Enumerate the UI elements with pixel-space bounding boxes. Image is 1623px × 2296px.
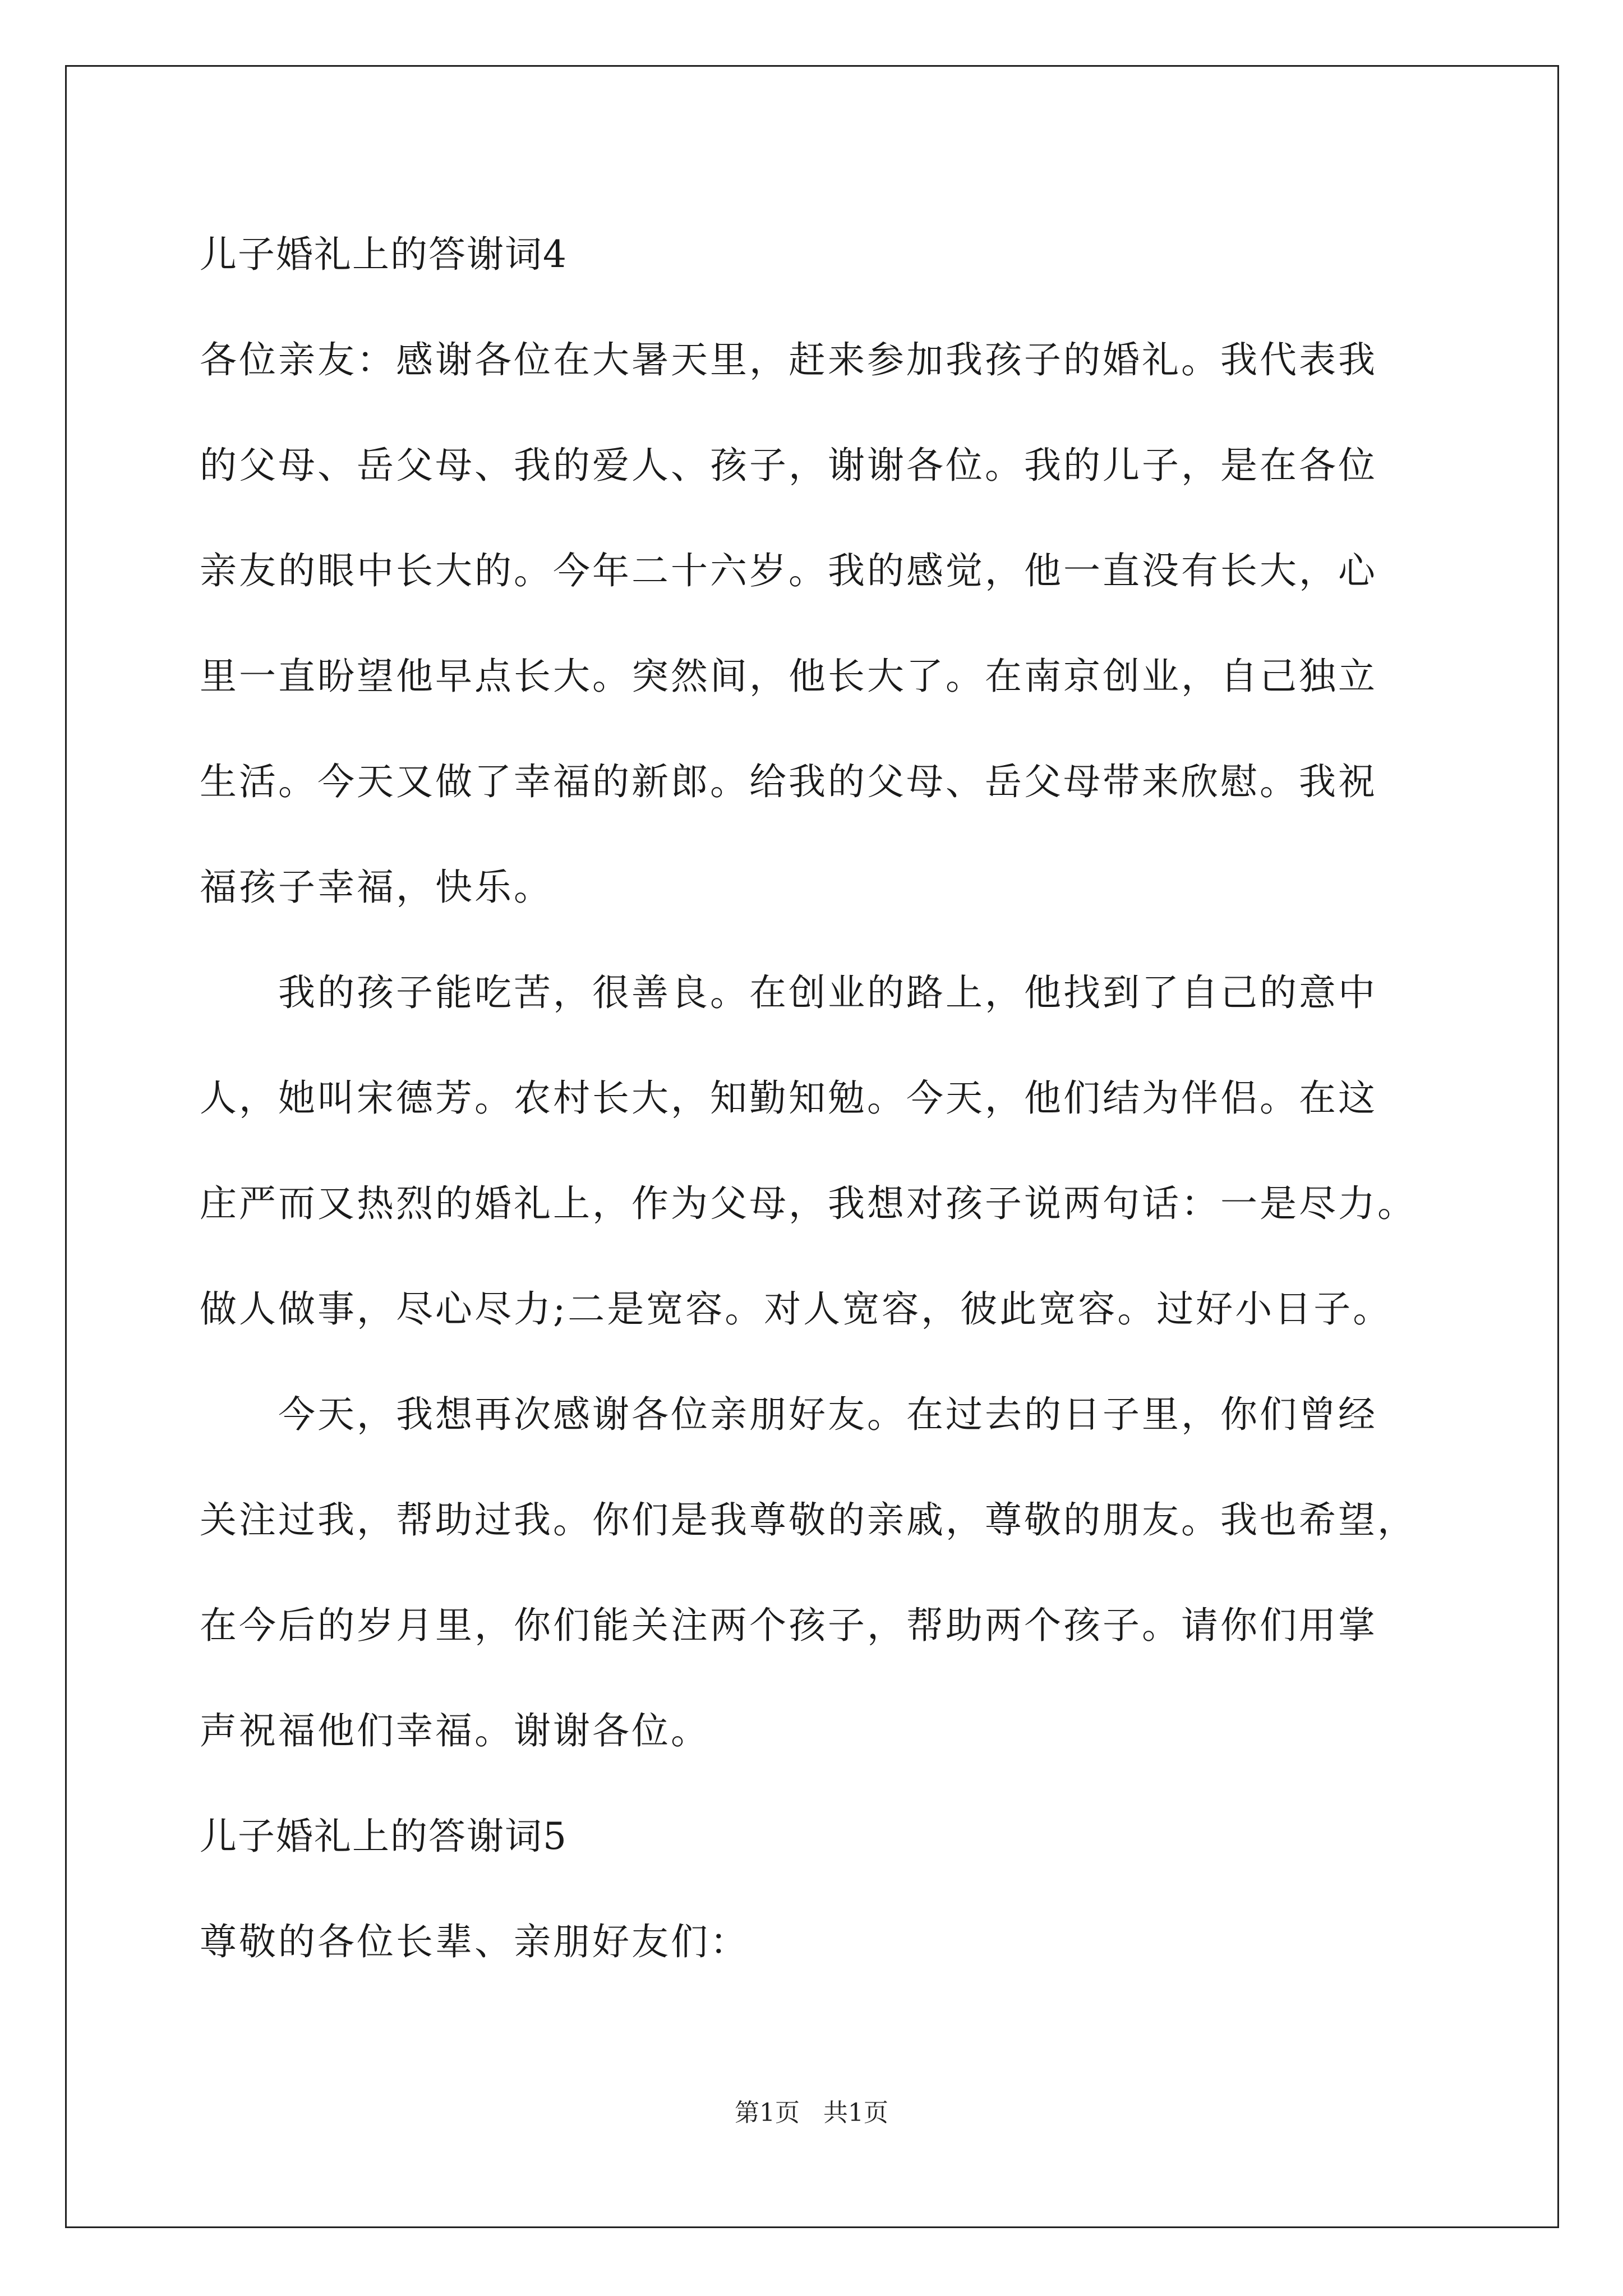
text-line: 亲友的眼中长大的。今年二十六岁。我的感觉，他一直没有长大，心 bbox=[200, 549, 1377, 592]
text-line: 的父母、岳父母、我的爱人、孩子，谢谢各位。我的儿子，是在各位 bbox=[200, 444, 1377, 487]
page-footer bbox=[0, 2092, 1623, 2128]
text-line: 我的孩子能吃苦，很善良。在创业的路上，他找到了自己的意中 bbox=[278, 971, 1377, 1014]
text-line: 庄严而又热烈的婚礼上，作为父母，我想对孩子说两句话：一是尽力。 bbox=[200, 1182, 1417, 1225]
paragraph bbox=[200, 307, 1433, 940]
greeting-line: 尊敬的各位长辈、亲朋好友们： bbox=[200, 1920, 749, 1963]
page-number: 第1页 bbox=[735, 2099, 800, 2127]
paragraph bbox=[200, 1362, 1433, 1784]
text-line: 福孩子幸福，快乐。 bbox=[200, 866, 553, 909]
text-line: 生活。今天又做了幸福的新郎。给我的父母、岳父母带来欣慰。我祝 bbox=[200, 760, 1377, 803]
text-line: 人，她叫宋德芳。农村长大，知勤知勉。今天，他们结为伴侣。在这 bbox=[200, 1076, 1377, 1120]
text-line: 声祝福他们幸福。谢谢各位。 bbox=[200, 1709, 710, 1752]
text-line: 里一直盼望他早点长大。突然间，他长大了。在南京创业，自己独立 bbox=[200, 655, 1377, 698]
text-line: 各位亲友：感谢各位在大暑天里，赶来参加我孩子的婚礼。我代表我 bbox=[200, 338, 1377, 381]
section-heading: 儿子婚礼上的答谢词4 bbox=[200, 233, 568, 276]
page-total: 共1页 bbox=[823, 2099, 888, 2127]
document-body bbox=[200, 202, 1433, 1995]
text-line: 在今后的岁月里，你们能关注两个孩子，帮助两个孩子。请你们用掌 bbox=[200, 1604, 1377, 1647]
text-line: 做人做事，尽心尽力;二是宽容。对人宽容，彼此宽容。过好小日子。 bbox=[200, 1287, 1393, 1331]
text-line: 关注过我，帮助过我。你们是我尊敬的亲戚，尊敬的朋友。我也希望， bbox=[200, 1498, 1417, 1542]
text-line: 今天，我想再次感谢各位亲朋好友。在过去的日子里，你们曾经 bbox=[278, 1393, 1377, 1436]
section-heading: 儿子婚礼上的答谢词5 bbox=[200, 1815, 568, 1858]
paragraph bbox=[200, 940, 1433, 1362]
